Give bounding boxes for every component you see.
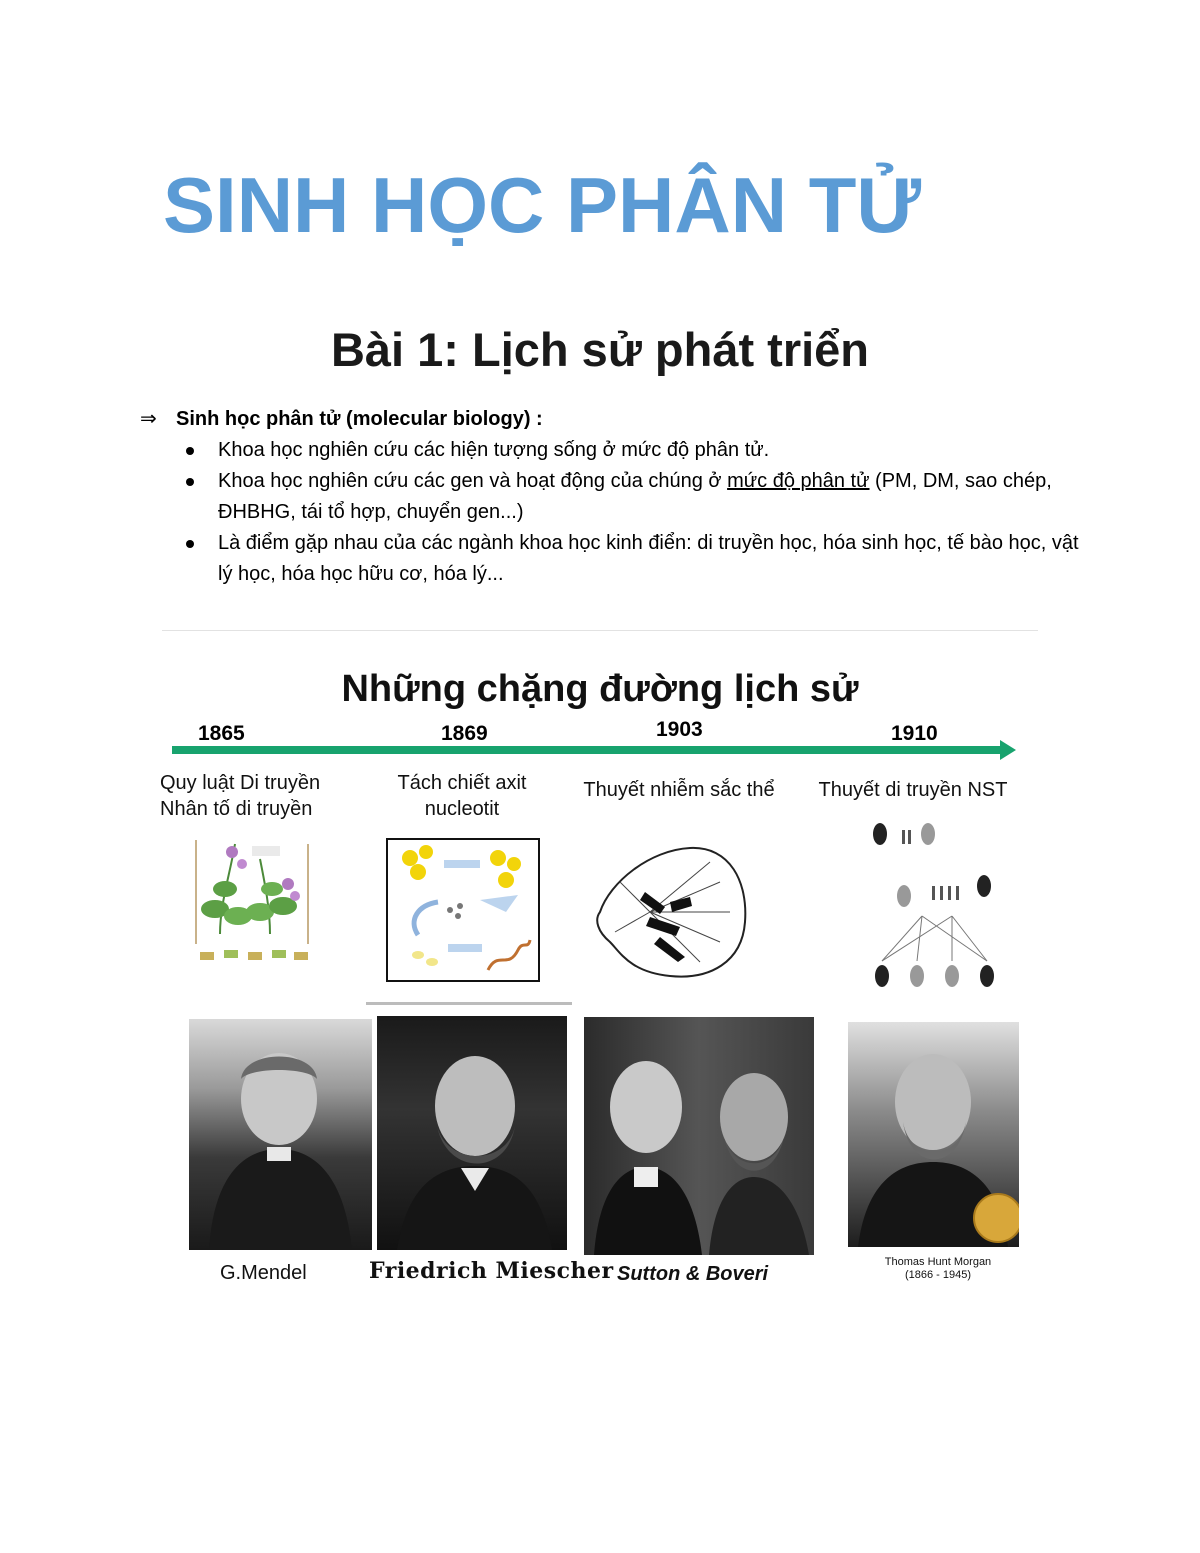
bullet-text: Là điểm gặp nhau của các ngành khoa học kinh điển: di truyền học, hóa sinh học, tế bào học, vật lý học, hóa học hữu cơ, hóa lý...	[218, 532, 1079, 585]
year-1865: 1865	[198, 722, 245, 745]
lesson-title: Bài 1: Lịch sử phát triển	[330, 323, 870, 376]
intro-section	[140, 404, 1090, 590]
timeline-arrow-icon	[1000, 740, 1016, 760]
year-1869: 1869	[441, 722, 488, 745]
bullet-dot-icon	[186, 447, 194, 455]
image-divider	[366, 1002, 572, 1005]
caption-mendel: G.Mendel	[220, 1262, 307, 1284]
event-1910	[808, 777, 1018, 803]
morgan-portrait	[848, 1022, 1019, 1247]
event-1865	[160, 770, 345, 822]
implies-arrow-icon: ⇒	[140, 408, 157, 430]
intro-label: Sinh học phân tử (molecular biology) :	[176, 408, 543, 430]
bullet-dot-icon	[186, 540, 194, 548]
event-line: Nhân tố di truyền	[160, 798, 313, 820]
event-line: Thuyết nhiễm sắc thể	[583, 779, 775, 801]
timeline-title: Những chặng đường lịch sử	[341, 668, 859, 710]
caption-sutton-boveri: Sutton & Boveri	[617, 1263, 769, 1285]
section-divider	[162, 630, 1038, 631]
caption-morgan-name: Thomas Hunt Morgan	[884, 1256, 992, 1268]
extraction-diagram	[386, 838, 540, 982]
bullet-text-tail: (PM, DM, sao chép, ĐHBHG, tái tổ hợp, chuyển gen...)	[218, 470, 1052, 523]
event-line: Thuyết di truyền NST	[818, 779, 1008, 801]
event-line: nucleotit	[424, 798, 500, 820]
intro-heading	[140, 404, 1090, 435]
intro-bullet-list	[140, 435, 1090, 590]
list-item	[182, 528, 1090, 590]
event-1903	[572, 777, 786, 803]
mendel-portrait	[189, 1019, 372, 1250]
caption-morgan-years: (1866 - 1945)	[904, 1269, 972, 1281]
year-1903: 1903	[656, 718, 703, 741]
event-line: Tách chiết axit	[397, 772, 527, 794]
bullet-text-lead: Khoa học nghiên cứu các gen và hoạt động của chúng ở	[218, 470, 728, 492]
caption-miescher: Friedrich Miescher	[369, 1258, 614, 1284]
event-line: Quy luật Di truyền	[160, 772, 321, 794]
bullet-text-underlined: mức độ phân tử	[727, 470, 870, 492]
year-1910: 1910	[891, 722, 938, 745]
bullet-text: Khoa học nghiên cứu các hiện tượng sống ở mức độ phân tử.	[218, 439, 770, 461]
list-item	[182, 435, 1090, 466]
document-title: SINH HỌC PHÂN TỬ	[163, 161, 922, 249]
bullet-dot-icon	[186, 478, 194, 486]
event-1869	[380, 770, 544, 822]
chromosome-cell-illustration	[590, 842, 750, 982]
caption-morgan	[868, 1256, 1008, 1282]
list-item	[182, 466, 1090, 528]
sutton-boveri-portrait	[584, 1017, 814, 1255]
pea-plant-illustration	[190, 834, 316, 974]
fruit-fly-diagram	[862, 816, 1012, 1012]
miescher-portrait	[377, 1016, 567, 1250]
timeline-bar	[172, 746, 1004, 754]
